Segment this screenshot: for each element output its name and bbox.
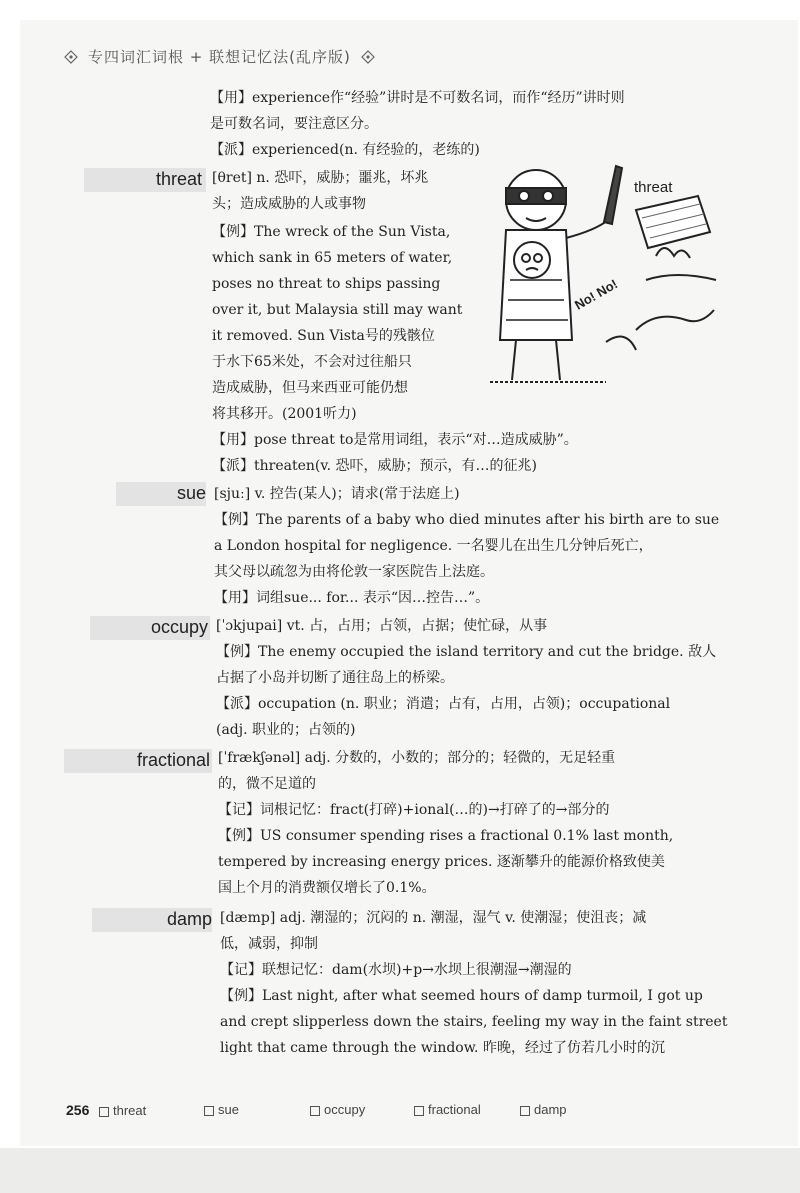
experience-derivative: 【派】experienced(n. 有经验的，老练的) [210, 142, 480, 158]
threat-example-line: 造成威胁，但马来西亚可能仍想 [212, 380, 408, 396]
threat-example-line: it removed. Sun Vista号的残骸位 [212, 328, 435, 344]
headword-occupy: occupy [150, 617, 208, 637]
diamond-ornament-icon [361, 50, 375, 64]
checkbox-icon [520, 1106, 530, 1116]
illustration-speech: No! No! [572, 276, 621, 313]
fractional-definition: 的，微不足道的 [218, 776, 316, 792]
threat-example-line: 将其移开。(2001听力) [212, 406, 357, 422]
threat-cartoon-illustration [486, 160, 718, 390]
diamond-ornament-icon [64, 50, 78, 64]
occupy-example-line: 占据了小岛并切断了通往岛上的桥梁。 [216, 670, 454, 686]
illustration-label: threat [634, 179, 673, 196]
damp-definition: [dæmp] adj. 潮湿的；沉闷的 n. 潮湿，湿气 v. 使潮湿；使沮丧；减 [220, 910, 647, 926]
damp-example-line: light that came through the window. 昨晚，经过了仿若几小时的沉 [220, 1040, 665, 1056]
occupy-example-line: 【例】The enemy occupied the island territory and cut the bridge. 敌人 [216, 644, 717, 660]
fractional-example-line: 国上个月的消费额仅增长了0.1%。 [218, 880, 436, 896]
damp-example-line: 【例】Last night, after what seemed hours of damp turmoil, I got up [220, 988, 703, 1004]
checkbox-icon [310, 1106, 320, 1116]
footer-word: sue [218, 1102, 239, 1117]
threat-usage: 【用】pose threat to是常用词组，表示“对…造成威胁”。 [212, 432, 578, 448]
sue-example-line: 其父母以疏忽为由将伦敦一家医院告上法庭。 [214, 564, 494, 580]
footer-word: threat [112, 1103, 147, 1118]
sue-definition: [sjuː] v. 控告(某人)；请求(常于法庭上) [214, 486, 460, 502]
headword-damp: damp [166, 909, 212, 929]
fractional-example-line: 【例】US consumer spending rises a fractional 0.1% last month, [218, 828, 674, 844]
checkbox-icon [99, 1107, 109, 1117]
fractional-memory-tip: 【记】词根记忆：fract(打碎)+ional(…的)→打碎了的→部分的 [218, 802, 610, 818]
damp-definition: 低，减弱，抑制 [220, 936, 318, 952]
threat-example-line: poses no threat to ships passing [212, 276, 441, 292]
footer-word: damp [534, 1102, 567, 1117]
occupy-derivative: 【派】occupation (n. 职业；消遣；占有，占用，占领)；occupational [216, 696, 671, 712]
headword-fractional: fractional [136, 750, 210, 770]
footer-word: occupy [324, 1102, 366, 1117]
fractional-definition: [ˈfrækʃənəl] adj. 分数的，小数的；部分的；轻微的，无足轻重 [218, 750, 616, 766]
sue-example-line: 【例】The parents of a baby who died minutes after his birth are to sue [214, 512, 720, 528]
threat-example-line: 【例】The wreck of the Sun Vista, [212, 224, 451, 240]
footer-word-entry [520, 1102, 567, 1117]
footer-word-entry [414, 1102, 481, 1117]
running-header [64, 46, 375, 67]
footer-page-entry [66, 1102, 146, 1118]
fractional-example-line: tempered by increasing energy prices. 逐渐攀升的能源价格致使美 [218, 854, 665, 870]
threat-example-line: which sank in 65 meters of water, [212, 250, 453, 266]
page-number: 256 [66, 1102, 90, 1118]
checkbox-icon [414, 1106, 424, 1116]
headword-sue: sue [176, 483, 206, 503]
header-title: 专四词汇词根 + 联想记忆法(乱序版) [88, 48, 351, 66]
experience-usage-line: 【用】experience作“经验”讲时是不可数名词，而作“经历”讲时则 [210, 90, 625, 106]
checkbox-icon [204, 1106, 214, 1116]
page-bottom-margin [0, 1148, 800, 1193]
damp-example-line: and crept slipperless down the stairs, feeling my way in the faint street [220, 1014, 728, 1030]
occupy-derivative: (adj. 职业的；占领的) [216, 722, 356, 738]
threat-example-line: over it, but Malaysia still may want [212, 302, 463, 318]
footer-word: fractional [428, 1102, 481, 1117]
experience-usage-line: 是可数名词，要注意区分。 [210, 116, 378, 132]
occupy-definition: [ˈɔkjupai] vt. 占，占用；占领，占据；使忙碌，从事 [216, 618, 548, 634]
threat-derivative: 【派】threaten(v. 恐吓，威胁；预示，有…的征兆) [212, 458, 537, 474]
threat-definition: [θret] n. 恐吓，威胁；噩兆，坏兆 [212, 170, 429, 186]
footer-word-entry [310, 1102, 365, 1117]
sue-example-line: a London hospital for negligence. 一名婴儿在出生几分钟后死亡， [214, 538, 653, 554]
sue-usage: 【用】词组sue... for... 表示“因…控告…”。 [214, 590, 490, 606]
headword-threat: threat [155, 169, 202, 189]
footer-word-entry [204, 1102, 239, 1117]
threat-definition: 头；造成威胁的人或事物 [212, 196, 366, 212]
threat-example-line: 于水下65米处，不会对过往船只 [212, 354, 412, 370]
damp-memory-tip: 【记】联想记忆：dam(水坝)+p→水坝上很潮湿→潮湿的 [220, 962, 572, 978]
